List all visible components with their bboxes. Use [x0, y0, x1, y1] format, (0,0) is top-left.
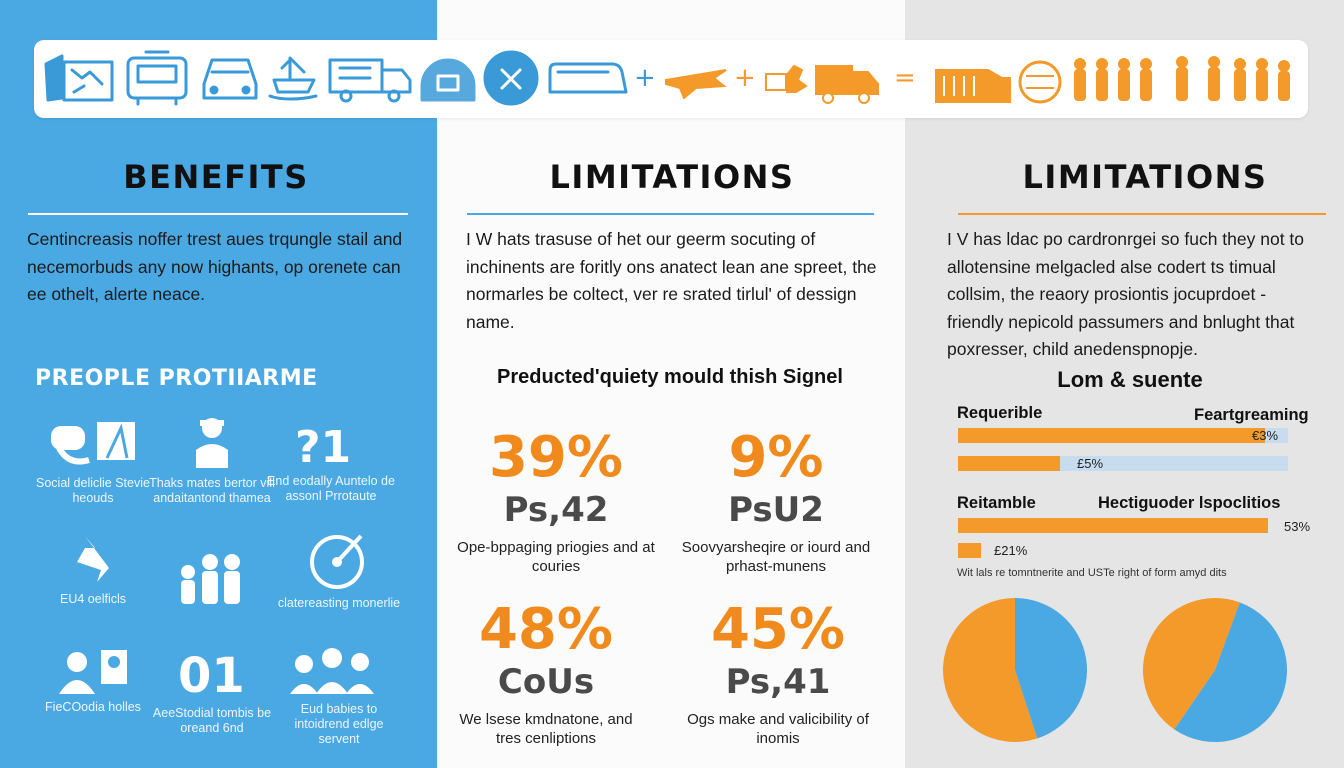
crowd-icon — [284, 644, 394, 696]
family-icon — [172, 548, 252, 608]
bars-subheading: Lom & suente — [1057, 367, 1203, 392]
question-icon — [291, 418, 371, 468]
plane-icon — [666, 70, 726, 98]
couple-icon — [53, 644, 133, 694]
people-tile — [147, 414, 277, 506]
people-tile — [28, 644, 158, 715]
pie-charts — [905, 588, 1344, 768]
stat-percentage: 9% — [728, 425, 824, 490]
bar-value: 53% — [1284, 519, 1311, 534]
stat-block — [678, 597, 878, 748]
stat-code: CoUs — [497, 662, 595, 702]
target-icon — [307, 530, 371, 590]
stat-code: Ps,41 — [725, 662, 831, 702]
benefits-paragraph: Centincreasis noffer trest aues trqungle stail and necemorbuds any now highants, op orenete can ee othelt, alerte neace. — [27, 229, 403, 304]
people-tile-label: EU4 oelficls — [60, 592, 126, 606]
clock-icon — [485, 52, 537, 104]
worker-icon — [182, 414, 242, 470]
hand-icon — [766, 66, 806, 92]
wheelchair-icon — [63, 532, 123, 586]
van-icon — [550, 64, 626, 92]
bar-value: £21% — [994, 543, 1028, 558]
bar-track — [958, 518, 1288, 533]
number-icon — [172, 640, 252, 700]
bar-fill — [958, 543, 981, 558]
bar-fill — [958, 518, 1268, 533]
people-tile — [274, 644, 404, 747]
people-heading: PREOPLE PROTIIARME — [35, 366, 318, 391]
limitations-divider — [467, 213, 874, 215]
truck-icon — [330, 60, 410, 101]
stat-percentage: 48% — [478, 597, 614, 662]
stat-caption: Ogs make and valicibility of inomis — [687, 711, 869, 747]
stat-caption: We lsese kmdnatone, and tres cenliptions — [459, 711, 633, 747]
stat-percentage: 39% — [488, 425, 624, 490]
plus-sign-2: + — [734, 63, 756, 93]
people-tile-label: FieCOodia holles — [45, 700, 141, 714]
bars-footnote: Wit lals re tomntnerite and USTe right of form amyd dits — [957, 567, 1227, 579]
people-tile-label: Eud babies to intoidrend edlge servent — [294, 702, 384, 746]
people-tile — [28, 532, 158, 607]
stat-block — [676, 425, 876, 576]
pie-chart — [1143, 598, 1287, 742]
bar-group-label-right: Feartgreaming — [1194, 406, 1309, 424]
stat-block — [446, 597, 646, 748]
equals-sign: = — [894, 63, 916, 93]
bar-value: £5% — [1077, 456, 1104, 471]
people-tile — [147, 640, 277, 736]
bar-fill — [958, 428, 1265, 443]
bus-icon — [128, 52, 186, 104]
car-icon — [204, 60, 256, 98]
bar-group-label-right: Hectiguoder lspoclitios — [1098, 494, 1281, 512]
bar-track — [958, 428, 1288, 443]
people-tile-label: AeeStodial tombis be oreand 6nd — [152, 706, 272, 735]
people-tile — [266, 418, 396, 504]
stat-caption: Soovyarsheqire or iourd and prhast-munens — [681, 539, 871, 575]
people-tile-label: Social deliclie Stevie heouds — [36, 476, 150, 505]
number-value: 01 — [178, 648, 245, 700]
stat-code: PsU2 — [728, 490, 824, 530]
people-tile-label: clatereasting monerlie — [277, 596, 401, 610]
bar-track — [958, 456, 1288, 471]
limitations-right-divider — [958, 213, 1326, 215]
handshake-icon — [45, 418, 141, 470]
stat-block — [456, 425, 656, 576]
bar-fill — [958, 456, 1060, 471]
delivery-truck-icon — [816, 66, 878, 103]
bar-group-label-left: Requerible — [957, 404, 1043, 422]
globe-icon — [1020, 62, 1060, 102]
limitations-title: LIMITATIONS — [549, 158, 795, 196]
people-tile — [147, 548, 277, 614]
icon-banner — [34, 40, 1308, 118]
stats-subheading: Preducted'quiety mould thish Signel — [497, 366, 843, 388]
people-tile-label: End eodally Auntelo de assonl Prrotaute — [267, 474, 395, 503]
warehouse-icon — [936, 70, 1010, 102]
bar-group-label-left: Reitamble — [957, 494, 1036, 512]
limitations-paragraph: I W hats trasuse of het our geerm socuting of inchinents are foritly ons anatect lean ane spreet, the normarles be coltect, ver re srated tirlul' of dessign name. — [466, 229, 877, 332]
limitations-right-title: LIMITATIONS — [1022, 158, 1268, 196]
benefits-title: BENEFITS — [123, 158, 309, 196]
people-group-icon — [1075, 57, 1289, 100]
people-tile — [274, 530, 404, 611]
plus-sign-1: + — [634, 63, 656, 93]
people-tile — [28, 418, 158, 506]
limitations-right-paragraph: I V has ldac po cardronrgei so fuch they not to allotensine melgacled alse codert ts timual collsim, the reaory prosiontis jocuprdoet - friendly nepicold passumers and bnlught that poxresser, child anedenspnopje. — [947, 229, 1305, 359]
stat-percentage: 45% — [710, 597, 846, 662]
stat-code: Ps,42 — [503, 490, 609, 530]
benefits-divider — [28, 213, 408, 215]
boat-icon — [270, 58, 316, 99]
question-number: ?1 — [295, 422, 352, 468]
people-tile-label: Thaks mates bertor vill andaitantond thamea — [149, 476, 275, 505]
building-icon — [422, 60, 474, 100]
bar-value: €3% — [1252, 428, 1279, 443]
pie-chart — [943, 598, 1087, 742]
map-icon — [46, 56, 112, 100]
stat-caption: Ope-bppaging priogies and at couries — [457, 539, 655, 575]
